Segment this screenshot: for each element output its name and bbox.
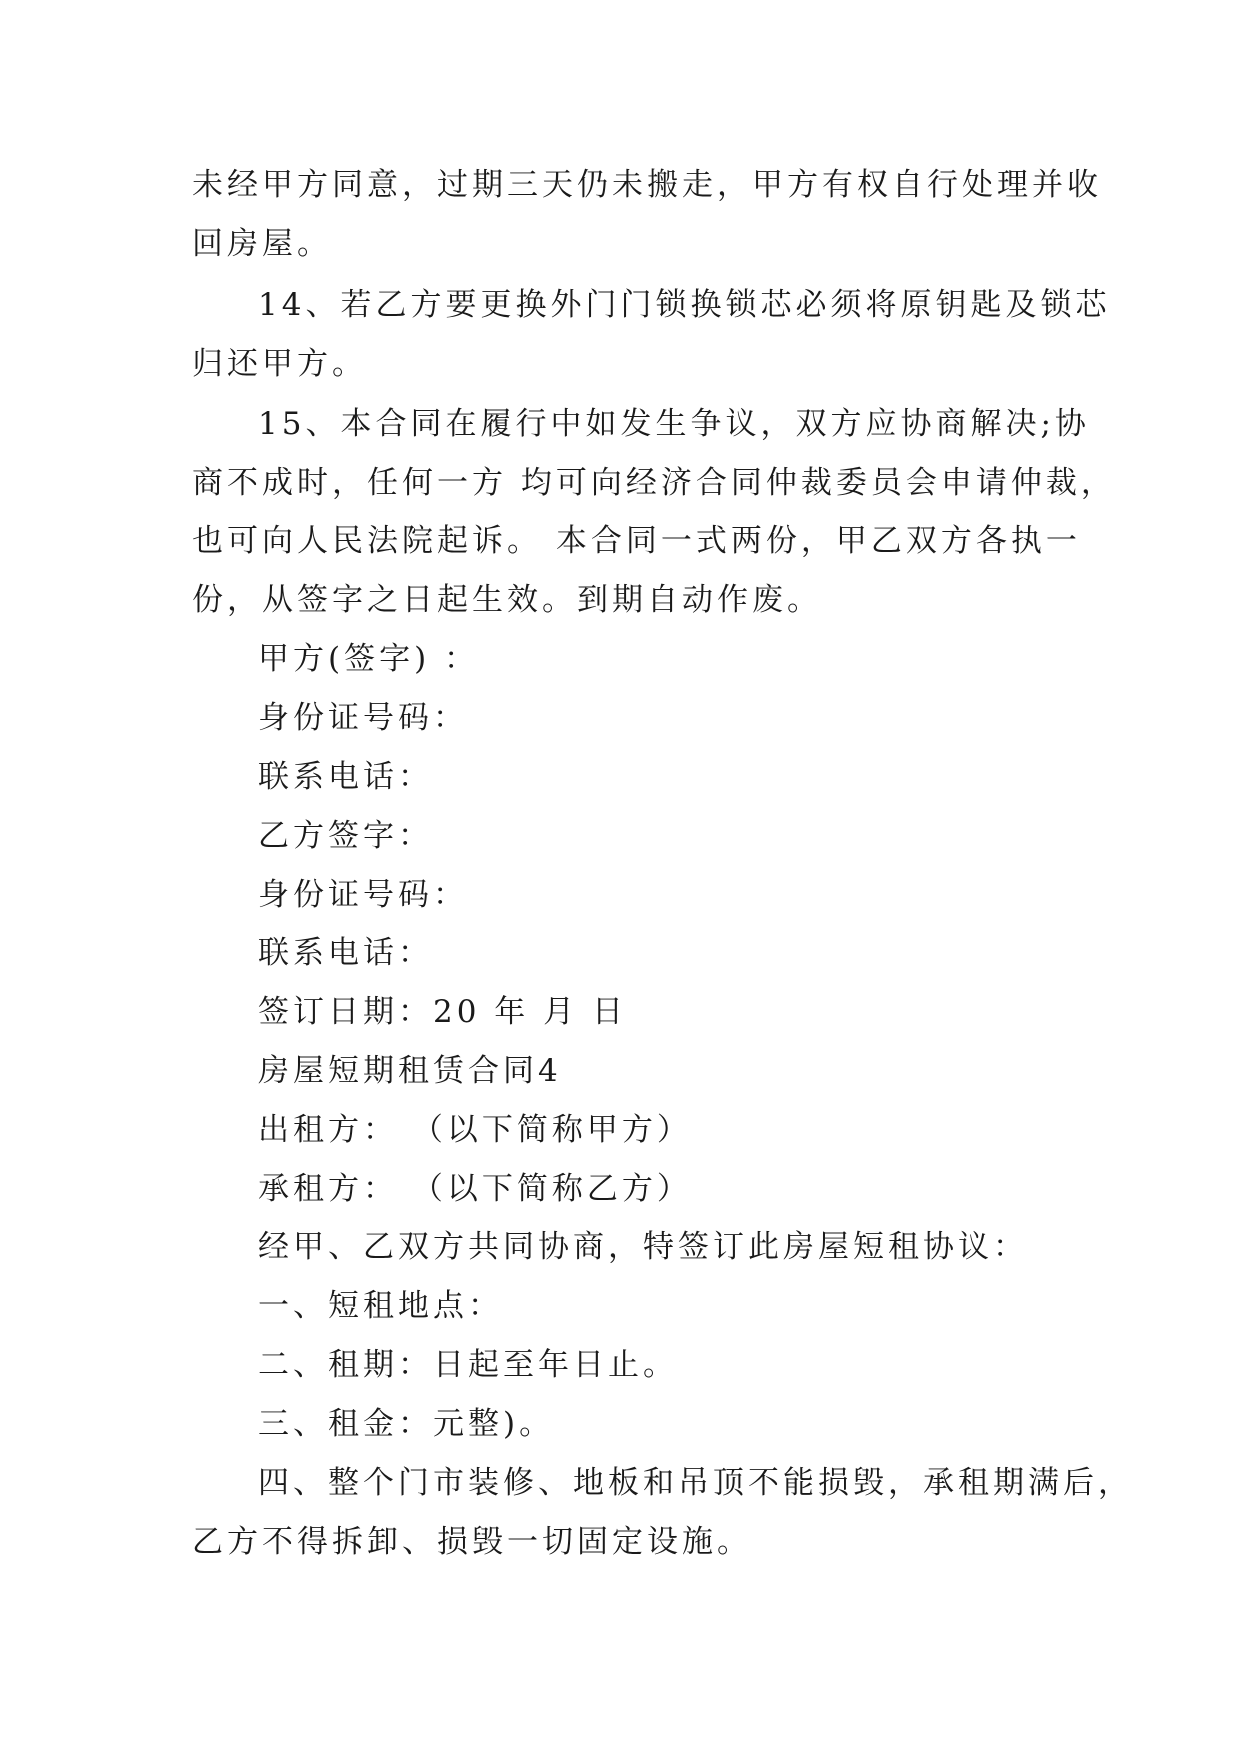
clause-fixtures: 四、整个门市装修、地板和吊顶不能损毁，承租期满后， [258, 1465, 1133, 1501]
clause-14-line: 14、若乙方要更换外门门锁换锁芯必须将原钥匙及锁芯 [258, 287, 1111, 323]
lessor-label: 出租方： （以下简称甲方） [258, 1112, 692, 1148]
signing-date-label: 签订日期：20 年 月 日 [258, 994, 628, 1030]
party-b-id-label: 身份证号码： [258, 877, 468, 913]
paragraph-line: 商不成时，任何一方 均可向经济合同仲裁委员会申请仲裁， [192, 465, 1116, 501]
paragraph-line: 乙方不得拆卸、损毁一切固定设施。 [192, 1524, 752, 1560]
clause-15-line: 15、本合同在履行中如发生争议，双方应协商解决;协 [258, 406, 1090, 442]
contract-title: 房屋短期租赁合同4 [258, 1053, 562, 1089]
party-b-phone-label: 联系电话： [258, 935, 433, 971]
lessee-label: 承租方： （以下简称乙方） [258, 1171, 692, 1207]
paragraph-line: 份，从签字之日起生效。到期自动作废。 [192, 582, 822, 618]
party-a-phone-label: 联系电话： [258, 759, 433, 795]
party-b-signature-label: 乙方签字： [258, 818, 433, 854]
agreement-intro: 经甲、乙双方共同协商，特签订此房屋短租协议： [258, 1229, 1028, 1265]
paragraph-line: 未经甲方同意，过期三天仍未搬走，甲方有权自行处理并收 [192, 167, 1102, 203]
clause-rent: 三、租金：元整)。 [258, 1406, 555, 1442]
paragraph-line: 回房屋。 [192, 226, 332, 262]
clause-location: 一、短租地点： [258, 1288, 503, 1324]
party-a-signature-label: 甲方(签字) ： [258, 641, 480, 677]
party-a-id-label: 身份证号码： [258, 700, 468, 736]
clause-term: 二、租期：日起至年日止。 [258, 1347, 678, 1383]
paragraph-line: 也可向人民法院起诉。 本合同一式两份，甲乙双方各执一 [192, 523, 1081, 559]
paragraph-line: 归还甲方。 [192, 346, 367, 382]
